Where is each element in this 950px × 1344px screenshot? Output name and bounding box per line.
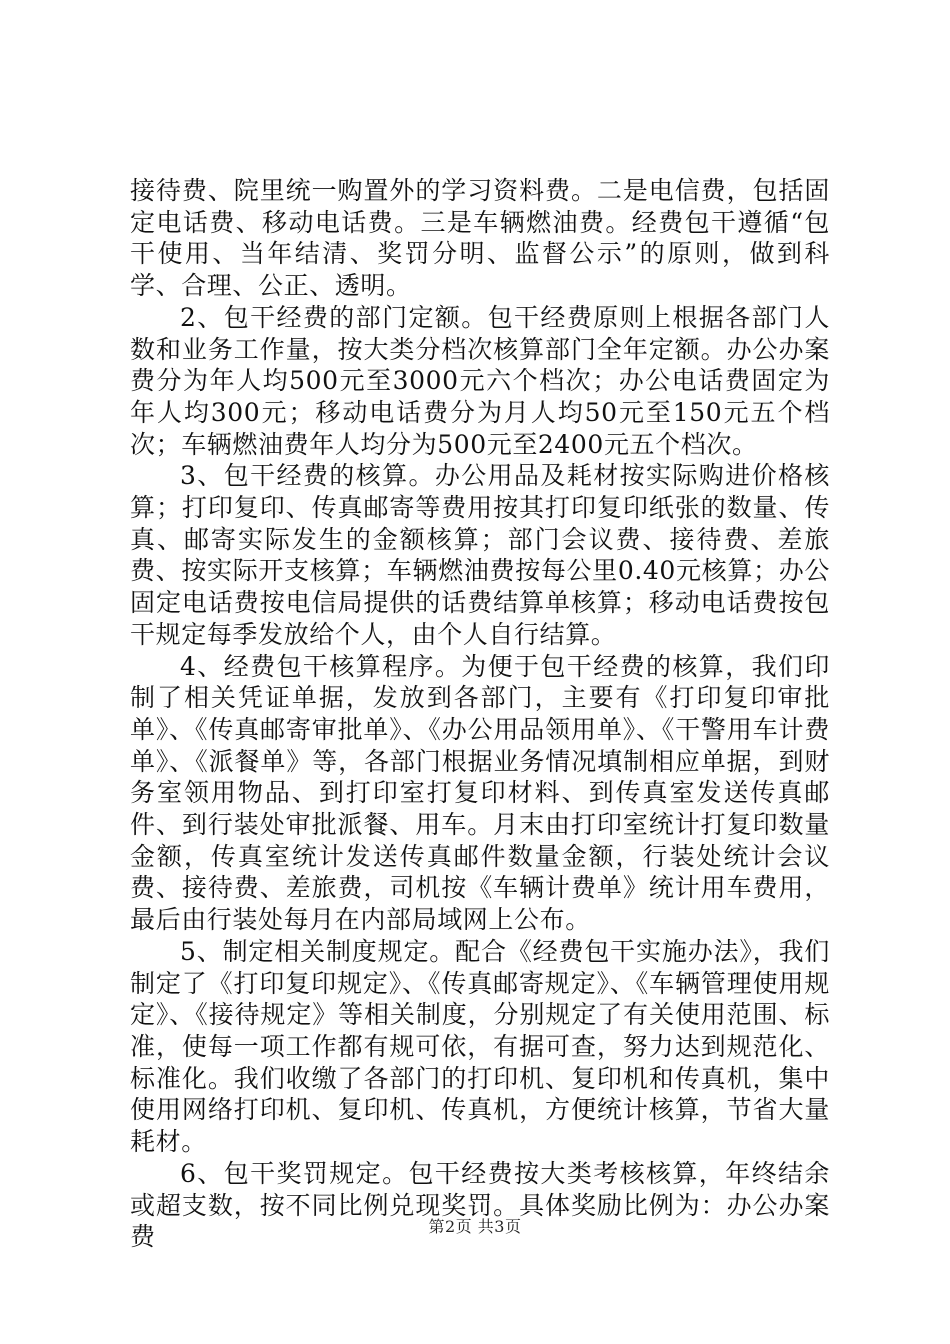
document-body	[130, 175, 830, 1253]
page-footer	[0, 1214, 950, 1237]
paragraph-accounting-procedure: 4、经费包干核算程序。为便于包干经费的核算，我们印制了相关凭证单据，发放到各部门，主要有《打印复印审批单》、《传真邮寄审批单》、《办公用品领用单》、《干警用车计费单》、《派餐单》等，各部门根据业务情况填制相应单据，到财务室领用物品、到打印室打复印材料、到传真室发送传真邮件、到行装处审批派餐、用车。月末由打印室统计打复印数量金额，传真室统计发送传真邮件数量金额，行装处统计会议费、接待费、差旅费，司机按《车辆计费单》统计用车费用，最后由行装处每月在内部局域网上公布。	[130, 651, 830, 935]
paragraph-continuation: 接待费、院里统一购置外的学习资料费。二是电信费，包括固定电话费、移动电话费。三是车辆燃油费。经费包干遵循“包干使用、当年结清、奖罚分明、监督公示”的原则，做到科学、合理、公正、透明。	[130, 176, 830, 301]
paragraph-related-regulations: 5、制定相关制度规定。配合《经费包干实施办法》，我们制定了《打印复印规定》、《传真邮寄规定》、《车辆管理使用规定》、《接待规定》等相关制度，分别规定了有关使用范围、标准，使每一项工作都有规可依，有据可查，努力达到规范化、标准化。我们收缴了各部门的打印机、复印机和传真机，集中使用网络打印机、复印机、传真机，方便统计核算，节省大量耗材。	[130, 936, 830, 1157]
paragraph-department-quota: 2、包干经费的部门定额。包干经费原则上根据各部门人数和业务工作量，按大类分档次核算部门全年定额。办公办案费分为年人均500元至3000元六个档次；办公电话费固定为年人均300元；移动电话费分为月人均50元至150元五个档次；车辆燃油费年人均分为500元至2400元五个档次。	[130, 302, 830, 459]
page-number: 第2页 共3页	[428, 1217, 522, 1236]
paragraph-reward-penalty: 6、包干奖罚规定。包干经费按大类考核核算，年终结余或超支数，按不同比例兑现奖罚。具体奖励比例为：办公办案费	[130, 1158, 830, 1252]
paragraph-expense-accounting: 3、包干经费的核算。办公用品及耗材按实际购进价格核算；打印复印、传真邮寄等费用按其打印复印纸张的数量、传真、邮寄实际发生的金额核算；部门会议费、接待费、差旅费、按实际开支核算；车辆燃油费按每公里0.40元核算；办公固定电话费按电信局提供的话费结算单核算；移动电话费按包干规定每季发放给个人，由个人自行结算。	[130, 461, 830, 649]
